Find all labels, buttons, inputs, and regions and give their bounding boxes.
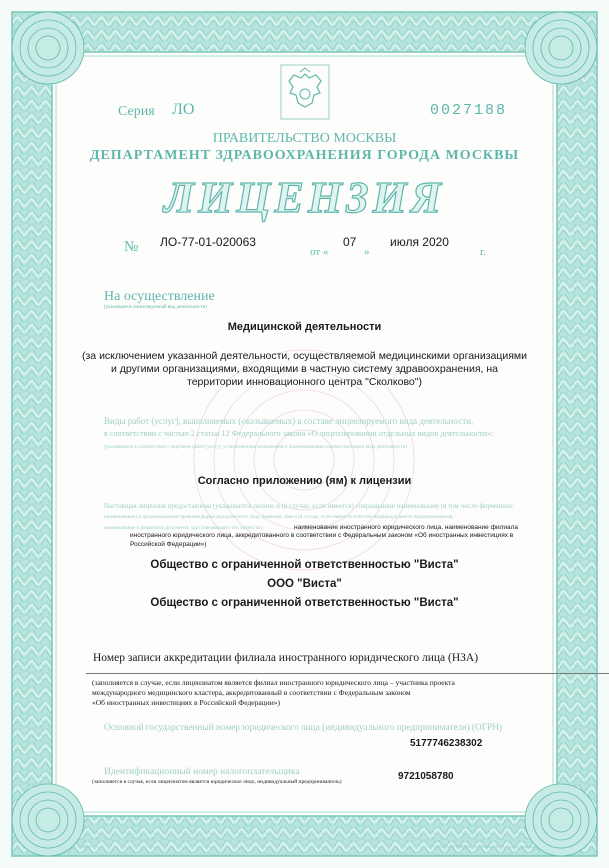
document-title: ЛИЦЕНЗИЯ bbox=[163, 173, 446, 222]
inn-label: Идентификационный номер налогоплательщика bbox=[104, 767, 300, 777]
org-brand-name: Общество с ограниченной ответственностью "Виста" bbox=[150, 597, 459, 609]
issued-line-2: наименование) и организационно-правовая форма юридического лица, фамилия, имя и (в случае, если имеется) отчество индивидуального предпринимателя, bbox=[104, 514, 454, 520]
inn-hint: (заполняется в случае, если лицензиатом является юридическое лицо, индивидуальный предприниматель) bbox=[92, 779, 342, 785]
date-quote-close: » bbox=[364, 246, 370, 258]
government-name: ПРАВИТЕЛЬСТВО МОСКВЫ bbox=[212, 131, 397, 146]
org-short-name: ООО "Виста" bbox=[267, 578, 342, 590]
license-number: ЛО-77-01-020063 bbox=[160, 235, 256, 249]
works-line-1: Виды работ (услуг), выполняемых (оказываемых) в составе лицензируемого вида деятельности, bbox=[104, 416, 474, 426]
serial-number: 0027188 bbox=[430, 102, 508, 119]
issued-line-5: Российской Федерации») bbox=[130, 541, 207, 548]
issued-line-3b: наименование иностранного юридического лица, наименование филиала bbox=[294, 524, 519, 531]
org-full-name: Общество с ограниченной ответственностью "Виста" bbox=[150, 559, 459, 571]
footer-code: 0404 bbox=[82, 844, 91, 849]
license-day: 07 bbox=[343, 235, 357, 249]
issued-line-1: Настоящая лицензия предоставлена (указывается полное и (в случае, если имеется) сокращенное наименование (в том числе фирменное bbox=[104, 502, 513, 510]
inn-value: 9721058780 bbox=[398, 771, 454, 782]
accreditation-note-2: международного медицинского кластера, аккредитованный в соответствии с Федеральным законом bbox=[92, 688, 411, 697]
series-value: ЛО bbox=[172, 101, 195, 118]
ogrn-value: 5177746238302 bbox=[410, 738, 483, 749]
ogrn-label: Основной государственный номер юридического лица (индивидуального предпринимателя) (ОГРН) bbox=[104, 723, 503, 733]
accreditation-label: Номер записи аккредитации филиала иностранного юридического лица (НЗА) bbox=[93, 652, 479, 664]
activity-detail-2: и другими организациями, входящими в частную систему здравоохранения, на bbox=[110, 363, 499, 375]
department-name: ДЕПАРТАМЕНТ ЗДРАВООХРАНЕНИЯ ГОРОДА МОСКВЫ bbox=[89, 148, 520, 163]
appendix-note: Согласно приложению (ям) к лицензии bbox=[197, 475, 412, 487]
activity-detail-1: (за исключением указанной деятельности, осуществляемой медицинскими организациями bbox=[82, 350, 527, 362]
license-month-year: июля 2020 bbox=[390, 235, 449, 249]
series-label: Серия bbox=[118, 104, 155, 119]
activity-hint: (указывается лицензируемый вид деятельности) bbox=[104, 305, 207, 310]
activity-label: На осуществление bbox=[104, 289, 215, 304]
number-label: № bbox=[124, 239, 139, 255]
date-from-label: от « bbox=[310, 246, 329, 258]
accreditation-underline bbox=[86, 673, 609, 674]
accreditation-note-1: (заполняется в случае, если лицензиатом является филиал иностранного юридического лица – участника проекта bbox=[92, 678, 455, 687]
issued-line-4: иностранного юридического лица, аккредитованного в соответствии с Федеральным законом «Об иностранных инвестициях в bbox=[130, 532, 514, 539]
issued-line-3a: наименование и реквизиты документа, удостоверяющего его личность), bbox=[104, 525, 264, 531]
activity-name: Медицинской деятельности bbox=[227, 321, 382, 333]
accreditation-note-3: «Об иностранных инвестициях в Российской Федерации») bbox=[92, 698, 280, 707]
year-suffix: г. bbox=[480, 246, 487, 258]
works-hint: (указываются в соответствии с перечнем работ (услуг), установленным положением о лицензировании соответствующего вида деятельности) bbox=[104, 445, 407, 450]
double-headed-eagle-icon bbox=[280, 64, 330, 120]
works-line-2: в соответствии с частью 2 статьи 12 Федерального закона «О лицензировании отдельных видов деятельности»: bbox=[104, 429, 494, 438]
activity-detail-3: территории инновационного центра "Сколково") bbox=[187, 376, 422, 388]
footer-printer: ООО «НТТРИНА», г. Москва, 2019 г., «Б», уровень В bbox=[436, 844, 539, 849]
